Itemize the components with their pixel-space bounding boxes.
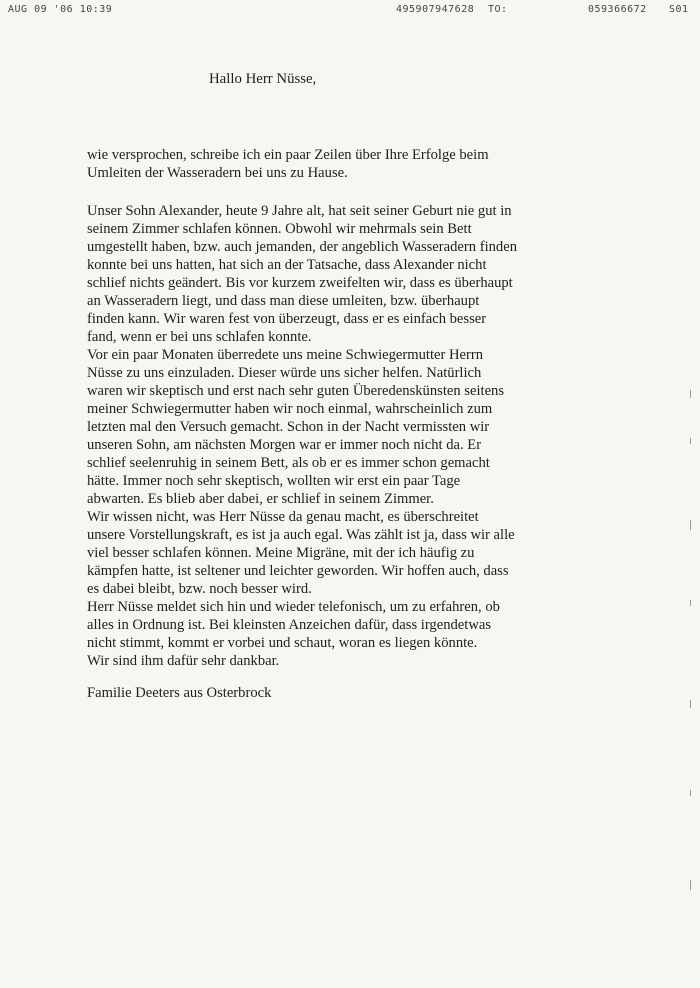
letter-line: nicht stimmt, kommt er vorbei und schaut, woran es liegen könnte. bbox=[87, 635, 478, 651]
letter-line: alles in Ordnung ist. Bei kleinsten Anzeichen dafür, dass irgendetwas bbox=[87, 617, 492, 633]
letter-line: Wir wissen nicht, was Herr Nüsse da genau macht, es überschreitet bbox=[87, 509, 479, 525]
letter-line: finden kann. Wir waren fest von überzeugt, dass er es einfach besser bbox=[87, 311, 487, 327]
letter-signature: Familie Deeters aus Osterbrock bbox=[87, 685, 272, 701]
fax-date: AUG 09 '06 10:39 bbox=[8, 4, 113, 15]
fax-to-label: TO: bbox=[488, 4, 508, 15]
fax-to-number: 059366672 bbox=[588, 4, 647, 15]
letter-line: Vor ein paar Monaten überredete uns meine Schwiegermutter Herrn bbox=[87, 347, 484, 363]
letter-line: abwarten. Es blieb aber dabei, er schlief in seinem Zimmer. bbox=[87, 491, 434, 507]
fax-from-number: 495907947628 bbox=[396, 4, 475, 15]
letter-line: schlief seelenruhig in seinem Bett, als ob er es immer schon gemacht bbox=[87, 455, 490, 471]
scan-edge-mark bbox=[690, 790, 691, 796]
letter-line: hätte. Immer noch sehr skeptisch, wollten wir erst ein paar Tage bbox=[87, 473, 461, 489]
letter-line: es dabei bleibt, bzw. noch besser wird. bbox=[87, 581, 312, 597]
letter-line: an Wasseradern liegt, und dass man diese umleiten, bzw. überhaupt bbox=[87, 293, 480, 309]
letter-line: Herr Nüsse meldet sich hin und wieder telefonisch, um zu erfahren, ob bbox=[87, 599, 500, 615]
letter-line: meiner Schwiegermutter haben wir noch einmal, wahrscheinlich zum bbox=[87, 401, 493, 417]
letter-line: unseren Sohn, am nächsten Morgen war er immer noch nicht da. Er bbox=[87, 437, 482, 453]
letter-line: unsere Vorstellungskraft, es ist ja auch egal. Was zählt ist ja, dass wir alle bbox=[87, 527, 515, 543]
fax-page-number: S01 bbox=[669, 4, 689, 15]
letter-line: umgestellt haben, bzw. auch jemanden, der angeblich Wasseradern finden bbox=[87, 239, 517, 255]
letter-line: viel besser schlafen können. Meine Migräne, mit der ich häufig zu bbox=[87, 545, 475, 561]
letter-line: Nüsse zu uns einzuladen. Dieser würde uns sicher helfen. Natürlich bbox=[87, 365, 482, 381]
scan-edge-mark bbox=[690, 390, 691, 398]
scan-edge-mark bbox=[690, 700, 691, 708]
letter-line: fand, wenn er bei uns schlafen konnte. bbox=[87, 329, 312, 345]
scan-edge-mark bbox=[690, 520, 691, 530]
letter-greeting: Hallo Herr Nüsse, bbox=[209, 71, 317, 87]
letter-line: konnte bei uns hatten, hat sich an der Tatsache, dass Alexander nicht bbox=[87, 257, 487, 273]
letter-line: seinem Zimmer schlafen können. Obwohl wir mehrmals sein Bett bbox=[87, 221, 472, 237]
letter-line: kämpfen hatte, ist seltener und leichter geworden. Wir hoffen auch, dass bbox=[87, 563, 509, 579]
letter-line: Unser Sohn Alexander, heute 9 Jahre alt, hat seit seiner Geburt nie gut in bbox=[87, 203, 512, 219]
letter-line: waren wir skeptisch und erst nach sehr guten Überedenskünsten seitens bbox=[87, 383, 505, 399]
scan-edge-mark bbox=[690, 600, 691, 606]
letter-line: schlief nichts geändert. Bis vor kurzem zweifelten wir, dass es überhaupt bbox=[87, 275, 513, 291]
letter-line: letzten mal den Versuch gemacht. Schon in der Nacht vermissten wir bbox=[87, 419, 490, 435]
letter-line: Umleiten der Wasseradern bei uns zu Hause. bbox=[87, 165, 348, 181]
fax-header bbox=[0, 4, 700, 20]
scan-edge-mark bbox=[690, 880, 691, 890]
letter-line: wie versprochen, schreibe ich ein paar Zeilen über Ihre Erfolge beim bbox=[87, 147, 489, 163]
scan-edge-mark bbox=[690, 438, 691, 444]
letter-line: Wir sind ihm dafür sehr dankbar. bbox=[87, 653, 280, 669]
